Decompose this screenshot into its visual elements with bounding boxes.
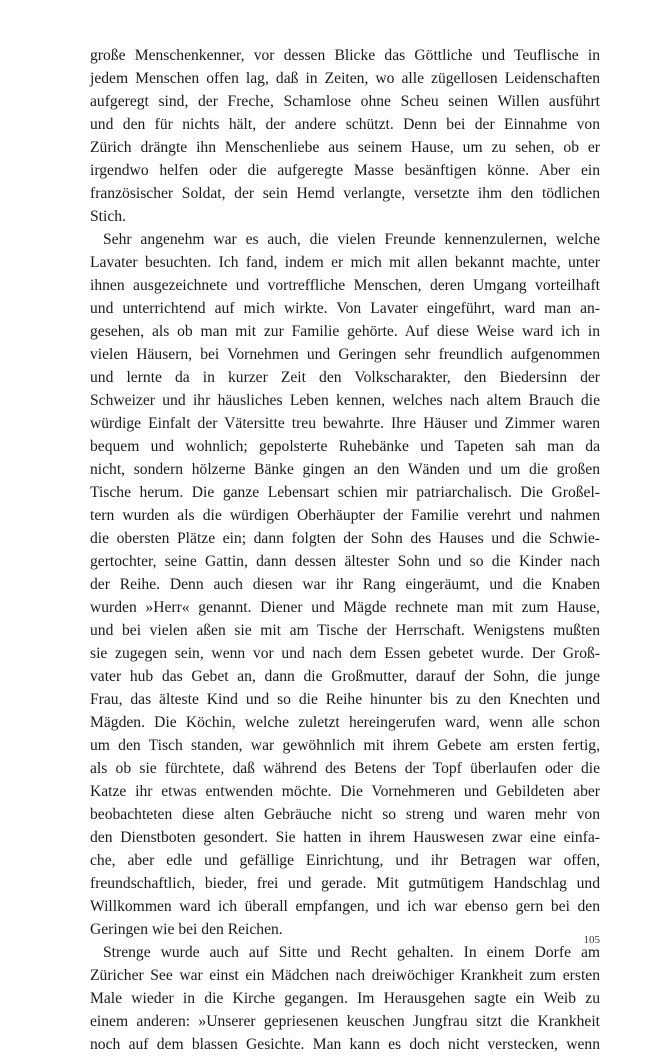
text-line: freundschaftlich, bieder, frei und gerade. Mit gutmütigem Handschlag und xyxy=(90,875,600,892)
text-line: die obersten Plätze ein; dann folgten der Sohn des Hauses und die Schwie- xyxy=(90,530,600,547)
text-line: aufgeregt sind, der Freche, Schamlose ohne Scheu seinen Willen ausführt xyxy=(90,93,600,110)
text-line: und unterrichtend auf mich wirkte. Von Lavater eingeführt, ward man an- xyxy=(90,300,600,317)
text-line: beobachteten diese alten Gebräuche nicht so streng und waren mehr von xyxy=(90,806,600,823)
paragraph-1 xyxy=(90,44,600,228)
text-line: um den Tisch standen, war gewöhnlich mit ihrem Gebete am ersten fertig, xyxy=(90,737,600,754)
paragraph-3 xyxy=(90,941,600,1056)
text-line: wurden »Herr« genannt. Diener und Mägde rechnete man mit zum Hause, xyxy=(90,599,600,616)
text-line: als ob sie fürchtete, daß während des Betens der Topf überlaufen oder die xyxy=(90,760,600,777)
text-line: Zürich drängte ihn Menschenliebe aus seinem Hause, um zu sehen, ob er xyxy=(90,139,600,156)
text-line: gertochter, seine Gattin, dann dessen ältester Sohn und so die Kinder nach xyxy=(90,553,600,570)
text-line: Sehr angenehm war es auch, die vielen Freunde kennenzulernen, welche xyxy=(103,231,600,248)
text-line: noch auf dem blassen Gesichte. Man kann es doch nicht verstecken, wenn xyxy=(90,1036,600,1053)
text-line: den Dienstboten gesondert. Sie hatten in ihrem Hauswesen zwar eine einfa- xyxy=(90,829,600,846)
text-line: Katze ihr etwas entwenden möchte. Die Vornehmeren und Gebildeten aber xyxy=(90,783,600,800)
page-number: 105 xyxy=(583,934,600,946)
text-line: che, aber edle und gefällige Einrichtung, und ihr Betragen war offen, xyxy=(90,852,600,869)
text-line: ihnen ausgezeichnete und vortreffliche Menschen, deren Umgang vorteilhaft xyxy=(90,277,600,294)
text-line: Schweizer und ihr häusliches Leben kennen, welches nach altem Brauch die xyxy=(90,392,600,409)
text-line: große Menschenkenner, vor dessen Blicke das Göttliche und Teuflische in xyxy=(90,47,600,64)
text-line: Frau, das älteste Kind und so die Reihe hinunter bis zu den Knechten und xyxy=(90,691,600,708)
text-line: und bei vielen aßen sie mit am Tische der Herrschaft. Wenigstens mußten xyxy=(90,622,600,639)
text-line: Willkommen ward ich überall empfangen, und ich war ebenso gern bei den xyxy=(90,898,600,915)
text-line: Lavater besuchten. Ich fand, indem er mich mit allen bekannt machte, unter xyxy=(90,254,600,271)
text-line: vielen Häusern, bei Vornehmen und Geringen sehr freundlich aufgenommen xyxy=(90,346,600,363)
text-line: einem anderen: »Unserer gepriesenen keuschen Jungfrau sitzt die Krankheit xyxy=(90,1013,600,1030)
text-line: Male wieder in die Kirche gegangen. Im Herausgehen sagte ein Weib zu xyxy=(90,990,600,1007)
text-line: gesehen, als ob man mit zur Familie gehörte. Auf diese Weise ward ich in xyxy=(90,323,600,340)
text-line: Stich. xyxy=(90,208,126,225)
text-line: und lernte da in kurzer Zeit den Volkscharakter, den Biedersinn der xyxy=(90,369,600,386)
text-line: jedem Menschen offen lag, daß in Zeiten, wo alle zügellosen Leidenschaften xyxy=(90,70,600,87)
text-line: Mägden. Die Köchin, welche zuletzt hereingerufen ward, wenn alle schon xyxy=(90,714,600,731)
paragraph-2 xyxy=(90,228,600,941)
text-line: der Reihe. Denn auch diesen war ihr Rang eingeräumt, und die Knaben xyxy=(90,576,600,593)
text-line: tern wurden als die würdigen Oberhäupter der Familie verehrt und nahmen xyxy=(90,507,600,524)
text-line: Züricher See war einst ein Mädchen nach dreiwöchiger Krankheit zum ersten xyxy=(90,967,600,984)
text-line: sie zugegen sein, wenn vor und nach dem Essen gebetet wurde. Der Groß- xyxy=(90,645,600,662)
text-line: Strenge wurde auch auf Sitte und Recht gehalten. In einem Dorfe am xyxy=(103,944,600,961)
text-line: irgendwo helfen oder die aufgeregte Masse besänftigen könne. Aber ein xyxy=(90,162,600,179)
text-line: würdige Einfalt der Vätersitte treu bewahrte. Ihre Häuser und Zimmer waren xyxy=(90,415,600,432)
page-body xyxy=(90,44,600,1056)
text-line: Tische herum. Die ganze Lebensart schien mir patriarchalisch. Die Großel- xyxy=(90,484,600,501)
text-line: vater hub das Gebet an, dann die Großmutter, darauf der Sohn, die junge xyxy=(90,668,600,685)
text-line: Geringen wie bei den Reichen. xyxy=(90,921,283,938)
text-line: französischer Soldat, der sein Hemd verlangte, versetzte ihm den tödlichen xyxy=(90,185,600,202)
text-line: und den für nichts hält, der andere schützt. Denn bei der Einnahme von xyxy=(90,116,600,133)
text-line: nicht, sondern hölzerne Bänke gingen an den Wänden und um die großen xyxy=(90,461,600,478)
text-line: bequem und wohnlich; gepolsterte Ruhebänke und Tapeten sah man da xyxy=(90,438,600,455)
